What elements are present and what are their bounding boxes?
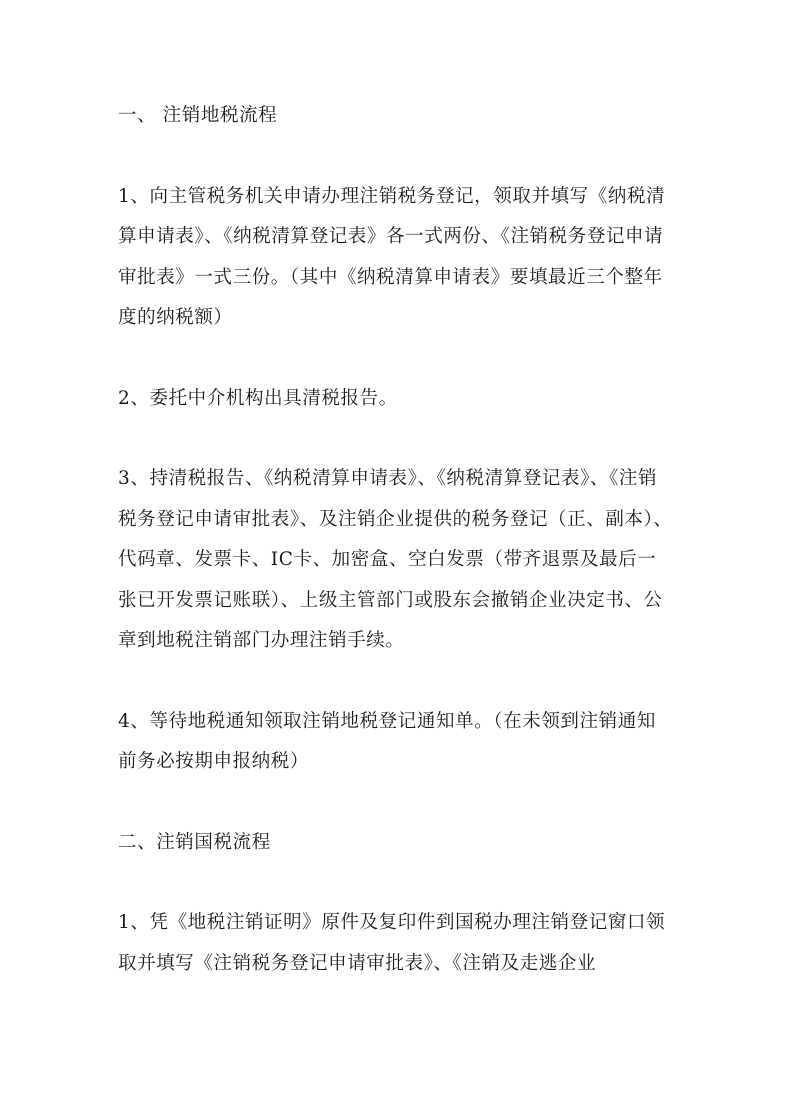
- paragraph-gap: [118, 137, 674, 177]
- section-local-tax-deregistration: [118, 96, 674, 823]
- paragraph-step-2: 2、委托中介机构出具清税报告。: [118, 387, 398, 409]
- paragraph-step-3: 3、持清税报告、《纳税清算申请表》、《纳税清算登记表》、《注销税务登记申请审批表》、及注销企业提供的税务登记（正、副本）、代码章、发票卡、IC卡、加密盒、空白发票（带齐退票及最后一张已开发票记账联）、上级主管部门或股东会撤销企业决定书、公章到地税注销部门办理注销手续。: [118, 468, 673, 651]
- paragraph-step-1: 1、凭《地税注销证明》原件及复印件到国税办理注销登记窗口领取并填写《注销税务登记申请审批表》、《注销及走逃企业: [118, 912, 666, 974]
- paragraph-step-4: 4、等待地税通知领取注销地税登记通知单。（在未领到注销通知前务必按期申报纳税）: [118, 710, 656, 772]
- section-heading: 一、 注销地税流程: [118, 105, 278, 126]
- section-national-tax-deregistration: [118, 823, 674, 985]
- section-heading: 二、注销国税流程: [118, 831, 271, 853]
- document-body: [118, 96, 674, 984]
- paragraph-gap: [118, 419, 674, 459]
- paragraph-gap: [118, 863, 674, 903]
- paragraph-gap: [118, 339, 674, 379]
- paragraph-gap: [118, 662, 674, 702]
- paragraph-step-1: 1、向主管税务机关申请办理注销税务登记，领取并填写《纳税清算申请表》、《纳税清算登记表》各一式两份、《注销税务登记申请审批表》一式三份。（其中《纳税清算申请表》要填最近三个整年度的纳税额）: [118, 185, 666, 328]
- paragraph-gap: [118, 783, 674, 823]
